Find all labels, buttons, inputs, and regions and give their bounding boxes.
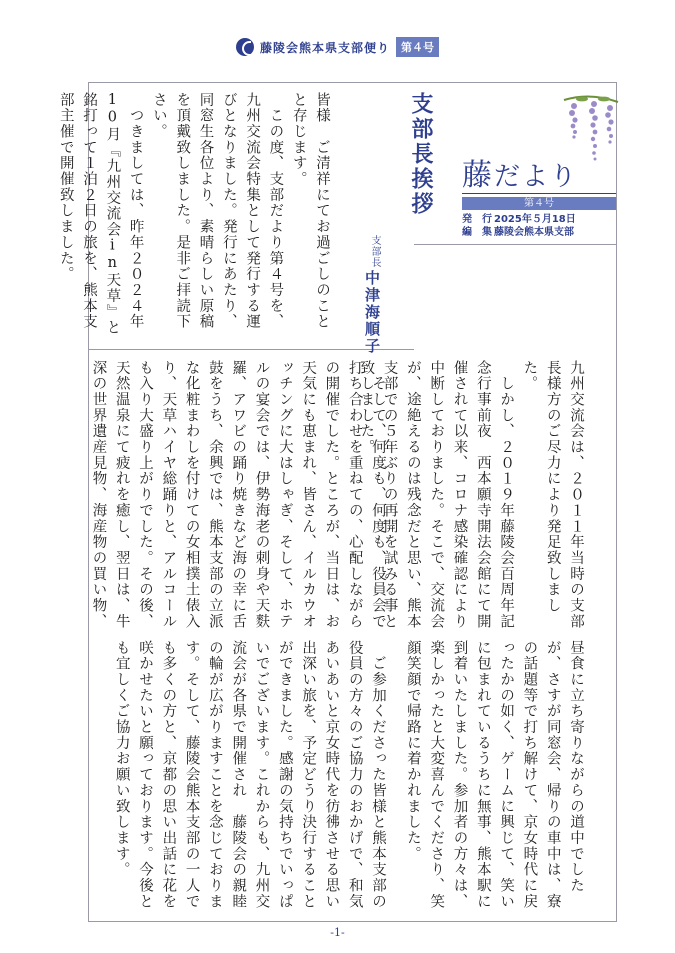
editor-row <box>462 226 576 239</box>
publish-row <box>462 213 576 226</box>
article-body-bottom-right: 昼食に立ち寄りながらの道中でしたが、さすが同窓会、帰りの車中は、寮の話題等で打ち解けて、京女時代に戻ったかの如く、ゲームに興じて、笑いに包まれているうちに無事、熊本駅に到着いたしました。参加者の方々は、楽しかったと大変喜んでくださり、笑顔笑顔で帰路に着かれました。 <box>404 640 584 910</box>
editor-label: 編 集 <box>462 227 492 238</box>
article-body-top-left: そして、何度も、何度も、役員会で打ち合わせを重ねての、心配しながらの開催でした。ところが、当日は、お天気にも恵まれ、皆さん、イルカウオッチングに大はしゃぎ、そして、ホテルの宴会では、伊勢海老の刺身や天麩羅、アワビの踊り焼きなど海の幸に舌鼓をうち、余興では、熊本支部の立派な化粧まわしを付けての女相撲土俵入り、天草ハイヤ総踊りと、アルコールも入り大盛り上がりでした。その後、天然温泉にて疲れを癒し、翌日は、牛深の世界遺産見物、海産物の買い物、 <box>90 360 386 630</box>
newsletter-title-kanji: 藤 <box>462 158 494 193</box>
masthead-divider <box>414 244 616 245</box>
article-body-top-right: 九州交流会は、２０１１年当時の支部長様方のご尽力により発足致しました。 しかし、２０１９年藤陵会百周年記念行事前夜 西本願寺開法会館にて開催されて以来、コロナ感染確認により中断しておりました。そこで、交流会が、途絶えるのは残念だと思い、熊本支部での５年ぶりの再開を試みる事と致しました。 <box>358 360 584 630</box>
article-body-bottom-left: ご参加くださった皆様と熊本支部の役員の方々のご協力のおかげで、和気あいあいと京女時代を彷彿させる思い出深い旅を、予定どうり決行することができました。感謝の気持ちでいっぱいでございます。これからも、九州交流会が各県で開催され 藤陵会の親睦の輪が広がりますことを念じております。そして、藤陵会熊本支部の一人でも多くの方と、京都の思い出話に花を咲かせたいと願っております。今後とも宜しくご協力お願い致します。 <box>113 640 386 910</box>
page-number: -1- <box>330 926 345 939</box>
masthead-issue-bar: 第４号 <box>462 197 616 210</box>
publish-label: 発 行 <box>462 214 492 225</box>
page-header <box>0 36 675 58</box>
editor-name: 藤陵会熊本県支部 <box>494 227 574 238</box>
header-issue-badge: 第４号 <box>396 37 439 57</box>
author-role: 支部長 <box>369 235 380 268</box>
article-intro-text: 皆様 ご清祥にてお過ごしのことと存じます。 この度、支部だより第４号を、九州交流会特集として発行する運びとなりました。発行にあたり、同窓生各位より、素晴らしい原稿を頂戴致しました。是非ご拝読下さい。 つきましては、昨年２０２４年10月『九州交流会in天草』と銘打って１泊２日の旅を、熊本支部主催で開催致しました。 <box>57 92 330 336</box>
colophon <box>462 213 576 239</box>
newsletter-title-kana: だより <box>494 162 579 192</box>
author-name: 中津海順子 <box>363 270 381 355</box>
section-title: 支部長挨拶 <box>408 92 433 217</box>
newsletter-title <box>462 150 578 194</box>
publish-date: 2025年５月18日 <box>494 214 576 225</box>
association-logo-icon <box>236 38 254 56</box>
newsletter-series-title: 藤陵会熊本県支部便り <box>259 40 390 55</box>
masthead-rule <box>462 193 616 194</box>
